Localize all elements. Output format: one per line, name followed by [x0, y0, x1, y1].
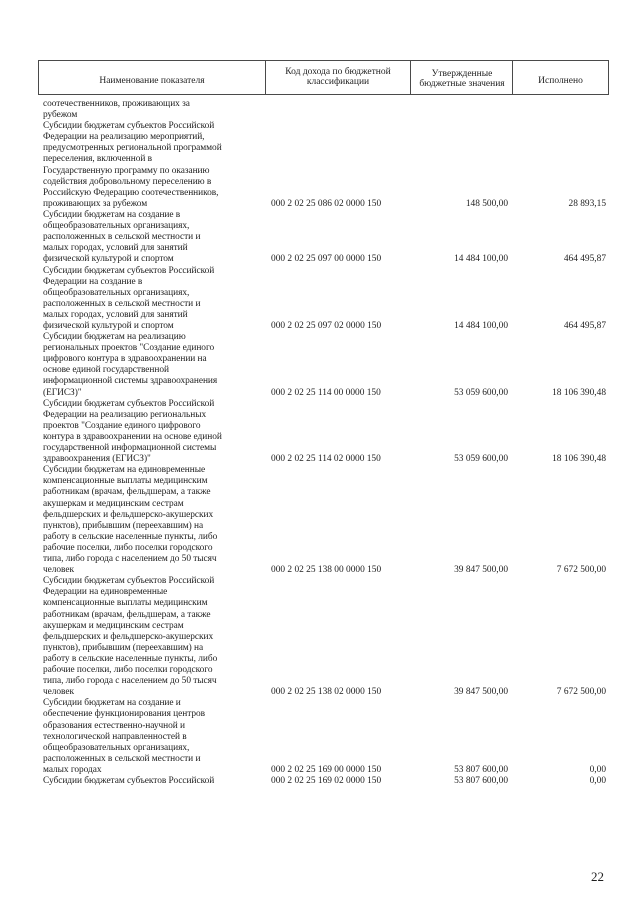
indicator-line: региональных проектов "Создание единого — [43, 343, 215, 354]
indicator-line: Субсидии бюджетам на реализацию — [43, 332, 186, 343]
row-indicator-name — [43, 121, 265, 210]
row-executed: 28 893,15 — [568, 198, 606, 209]
indicator-line: фельдшерских и фельдшерско-акушерских — [43, 631, 214, 642]
header-name: Наименование показателя — [99, 75, 205, 86]
row-indicator-name — [43, 698, 265, 776]
indicator-line: Государственную программу по оказанию — [43, 165, 210, 176]
indicator-line: общеобразовательных организациях, — [43, 287, 190, 298]
row-approved-budget: 53 059 600,00 — [454, 454, 508, 465]
indicator-line: рубежом — [43, 110, 78, 121]
indicator-line: компенсационные выплаты медицинским — [43, 476, 208, 487]
table-row — [0, 776, 640, 787]
indicator-line: физической культурой и спортом — [43, 320, 174, 331]
row-approved-budget: 53 059 600,00 — [454, 387, 508, 398]
table-row — [0, 266, 640, 333]
indicator-line: работникам (врачам, фельдшерам, а также — [43, 487, 211, 498]
indicator-line: расположенных в сельской местности и — [43, 232, 201, 243]
table-top-border — [38, 60, 609, 61]
indicator-line: типа, либо города с населением до 50 тысяч — [43, 554, 217, 565]
row-executed: 464 495,87 — [563, 321, 606, 331]
indicator-line: пунктов), прибывшим (переехавшим) на — [43, 642, 204, 653]
indicator-line: государственной информационной системы — [43, 443, 217, 454]
row-executed: 464 495,87 — [563, 254, 606, 265]
indicator-line: человек — [43, 565, 74, 576]
row-executed: 7 672 500,00 — [556, 565, 606, 576]
indicator-line: здравоохранения (ЕГИСЗ)" — [43, 454, 151, 465]
indicator-line: малых городах — [43, 764, 102, 775]
indicator-line: рабочие поселки, либо поселки городского — [43, 542, 213, 553]
row-executed: 7 672 500,00 — [556, 687, 606, 698]
indicator-line: типа, либо города с населением до 50 тысяч — [43, 676, 217, 687]
indicator-line: работу в сельские населенные пункты, либо — [43, 653, 218, 664]
row-income-code: 000 2 02 25 097 02 0000 150 — [271, 321, 382, 331]
indicator-line: расположенных в сельской местности и — [43, 298, 201, 309]
indicator-line: технологической направленностей в — [43, 731, 187, 742]
header-divider-3 — [410, 60, 411, 95]
table-row — [0, 399, 640, 466]
row-income-code: 000 2 02 25 169 02 0000 150 — [271, 776, 382, 787]
row-income-code: 000 2 02 25 097 00 0000 150 — [271, 254, 382, 265]
indicator-line: компенсационные выплаты медицинским — [43, 598, 208, 609]
row-income-code: 000 2 02 25 138 00 0000 150 — [271, 565, 382, 576]
table-row — [0, 576, 640, 698]
table-row — [0, 121, 640, 210]
indicator-line: проживающих за рубежом — [43, 198, 148, 209]
table-row — [0, 332, 640, 399]
indicator-line: Субсидии бюджетам субъектов Российской — [43, 398, 215, 409]
indicator-line: основе единой государственной — [43, 365, 169, 376]
row-income-code: 000 2 02 25 114 02 0000 150 — [271, 454, 381, 465]
indicator-line: малых городах, условий для занятий — [43, 309, 188, 320]
row-executed: 18 106 390,48 — [552, 387, 606, 398]
header-budget: Утвержденные бюджетные значения — [419, 68, 505, 89]
row-income-code: 000 2 02 25 114 00 0000 150 — [271, 387, 381, 398]
row-approved-budget: 53 807 600,00 — [454, 764, 508, 775]
indicator-line: Субсидии бюджетам на создание в — [43, 210, 181, 220]
header-divider-5 — [608, 60, 609, 95]
header-done: Исполнено — [538, 75, 583, 86]
indicator-line: Федерации на единовременные — [43, 587, 168, 598]
indicator-line: Субсидии бюджетам на создание и — [43, 698, 181, 709]
indicator-line: рабочие поселки, либо поселки городского — [43, 665, 213, 676]
indicator-line: расположенных в сельской местности и — [43, 753, 201, 764]
row-indicator-name — [43, 576, 265, 698]
row-approved-budget: 39 847 500,00 — [454, 565, 508, 576]
indicator-line: Российскую Федерацию соотечественников, — [43, 187, 219, 198]
indicator-line: предусмотренных региональной программой — [43, 143, 222, 154]
row-income-code: 000 2 02 25 138 02 0000 150 — [271, 687, 382, 698]
row-indicator-name — [43, 210, 265, 265]
indicator-line: обеспечение функционирования центров — [43, 709, 206, 720]
row-approved-budget: 39 847 500,00 — [454, 687, 508, 698]
row-indicator-name — [43, 99, 265, 121]
indicator-line: цифрового контура в здравоохранении на — [43, 354, 207, 365]
row-income-code: 000 2 02 25 169 00 0000 150 — [271, 764, 382, 775]
indicator-line: Федерации на создание в — [43, 276, 143, 287]
row-indicator-name — [43, 332, 265, 399]
indicator-line: Субсидии бюджетам субъектов Российской — [43, 576, 215, 587]
indicator-line: малых городах, условий для занятий — [43, 243, 188, 254]
row-approved-budget: 14 484 100,00 — [454, 254, 508, 265]
indicator-line: Субсидии бюджетам субъектов Российской — [43, 776, 215, 787]
indicator-line: акушеркам и медицинским сестрам — [43, 620, 184, 631]
row-indicator-name — [43, 465, 265, 576]
indicator-line: Субсидии бюджетам субъектов Российской — [43, 265, 215, 276]
indicator-line: общеобразовательных организациях, — [43, 221, 190, 232]
row-approved-budget: 148 500,00 — [465, 198, 508, 209]
indicator-line: физической культурой и спортом — [43, 254, 174, 265]
indicator-line: проектов "Создание единого цифрового — [43, 420, 201, 431]
indicator-line: соотечественников, проживающих за — [43, 99, 190, 109]
header-code: Код дохода по бюджетной классификации — [285, 66, 391, 87]
indicator-line: Субсидии бюджетам субъектов Российской — [43, 121, 215, 132]
indicator-line: работникам (врачам, фельдшерам, а также — [43, 609, 211, 620]
row-executed: 0,00 — [589, 776, 606, 787]
indicator-line: работу в сельские населенные пункты, либо — [43, 531, 218, 542]
table-row — [0, 465, 640, 576]
indicator-line: фельдшерских и фельдшерско-акушерских — [43, 509, 214, 520]
row-indicator-name — [43, 266, 265, 333]
indicator-line: контура в здравоохранении на основе единой — [43, 431, 222, 442]
row-executed: 0,00 — [589, 764, 606, 775]
page-number: 22 — [591, 869, 604, 884]
indicator-line: Федерации на реализацию мероприятий, — [43, 132, 205, 143]
row-approved-budget: 14 484 100,00 — [454, 321, 508, 331]
row-approved-budget: 53 807 600,00 — [454, 776, 508, 787]
indicator-line: информационной системы здравоохранения — [43, 376, 218, 387]
indicator-line: Федерации на реализацию региональных — [43, 409, 207, 420]
row-indicator-name — [43, 776, 265, 787]
table-row — [0, 698, 640, 776]
table-row — [0, 210, 640, 266]
indicator-line: (ЕГИСЗ)" — [43, 387, 82, 398]
indicator-line: акушеркам и медицинским сестрам — [43, 498, 184, 509]
indicator-line: человек — [43, 687, 74, 698]
row-indicator-name — [43, 399, 265, 466]
row-executed: 18 106 390,48 — [552, 454, 606, 465]
indicator-line: Субсидии бюджетам на единовременные — [43, 465, 206, 476]
indicator-line: образования естественно-научной и — [43, 720, 186, 731]
row-income-code: 000 2 02 25 086 02 0000 150 — [271, 198, 382, 209]
indicator-line: содействия добровольному переселению в — [43, 176, 212, 187]
table-row — [0, 99, 640, 121]
indicator-line: пунктов), прибывшим (переехавшим) на — [43, 520, 204, 531]
indicator-line: переселения, включенной в — [43, 154, 153, 165]
indicator-line: общеобразовательных организациях, — [43, 742, 190, 753]
